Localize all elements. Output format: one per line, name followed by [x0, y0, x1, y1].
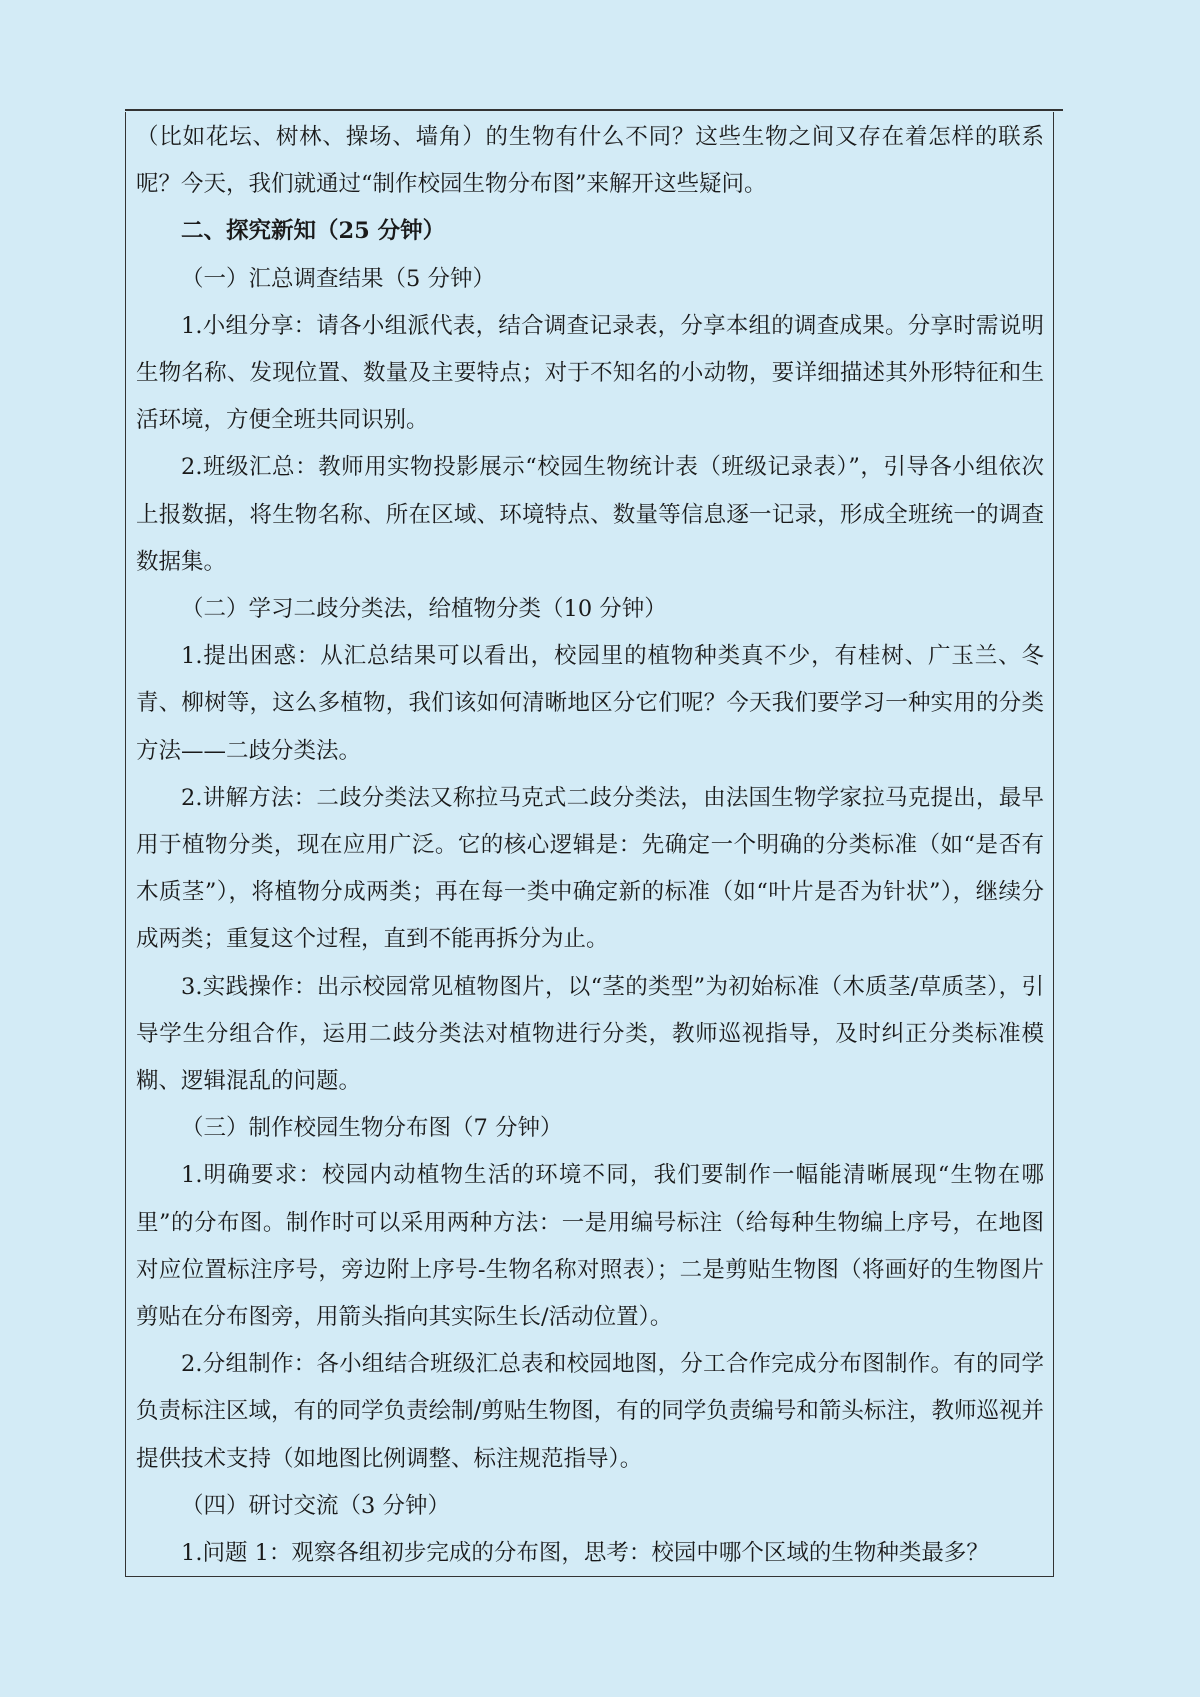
subheading-summary: （一）汇总调查结果（5 分钟）	[181, 265, 495, 292]
top-rule	[125, 109, 1063, 111]
subheading-map: （三）制作校园生物分布图（7 分钟）	[181, 1115, 563, 1142]
intro-paragraph: （比如花坛、树林、操场、墙角）的生物有什么不同？这些生物之间又存在着怎样的联系呢？今天，我们就通过“制作校园生物分布图”来解开这些疑问。	[136, 124, 1044, 198]
paragraph-question-1: 1.问题 1：观察各组初步完成的分布图，思考：校园中哪个区域的生物种类最多？	[181, 1540, 989, 1567]
subheading-classification: （二）学习二歧分类法，给植物分类（10 分钟）	[181, 596, 667, 623]
paragraph-method: 2.讲解方法：二歧分类法又称拉马克式二歧分类法，由法国生物学家拉马克提出，最早用于植物分类，现在应用广泛。它的核心逻辑是：先确定一个明确的分类标准（如“是否有木质茎”），将植物分成两类；再在每一类中确定新的标准（如“叶片是否为针状”），继续分成两类；重复这个过程，直到不能再拆分为止。	[136, 784, 1044, 953]
section-heading-explore: 二、探究新知（25 分钟）	[181, 218, 446, 245]
paragraph-requirements: 1.明确要求：校园内动植物生活的环境不同，我们要制作一幅能清晰展现“生物在哪里”的分布图。制作时可以采用两种方法：一是用编号标注（给每种生物编上序号，在地图对应位置标注序号，旁边附上序号-生物名称对照表）；二是剪贴生物图（将画好的生物图片剪贴在分布图旁，用箭头指向其实际生长/活动位置）。	[136, 1162, 1044, 1331]
paragraph-class-summary: 2.班级汇总：教师用实物投影展示“校园生物统计表（班级记录表）”，引导各小组依次上报数据，将生物名称、所在区域、环境特点、数量等信息逐一记录，形成全班统一的调查数据集。	[136, 454, 1044, 575]
document-body	[136, 114, 1044, 1577]
subheading-discussion: （四）研讨交流（3 分钟）	[181, 1492, 450, 1519]
paragraph-group-work: 2.分组制作：各小组结合班级汇总表和校园地图，分工合作完成分布图制作。有的同学负责标注区域，有的同学负责绘制/剪贴生物图，有的同学负责编号和箭头标注，教师巡视并提供技术支持（如地图比例调整、标注规范指导）。	[136, 1351, 1044, 1472]
paragraph-practice: 3.实践操作：出示校园常见植物图片，以“茎的类型”为初始标准（木质茎/草质茎），引导学生分组合作，运用二歧分类法对植物进行分类，教师巡视指导，及时纠正分类标准模糊、逻辑混乱的问题。	[136, 973, 1044, 1095]
paragraph-question: 1.提出困惑：从汇总结果可以看出，校园里的植物种类真不少，有桂树、广玉兰、冬青、柳树等，这么多植物，我们该如何清晰地区分它们呢？今天我们要学习一种实用的分类方法——二歧分类法。	[136, 643, 1044, 764]
paragraph-group-share: 1.小组分享：请各小组派代表，结合调查记录表，分享本组的调查成果。分享时需说明生物名称、发现位置、数量及主要特点；对于不知名的小动物，要详细描述其外形特征和生活环境，方便全班共同识别。	[136, 312, 1044, 434]
